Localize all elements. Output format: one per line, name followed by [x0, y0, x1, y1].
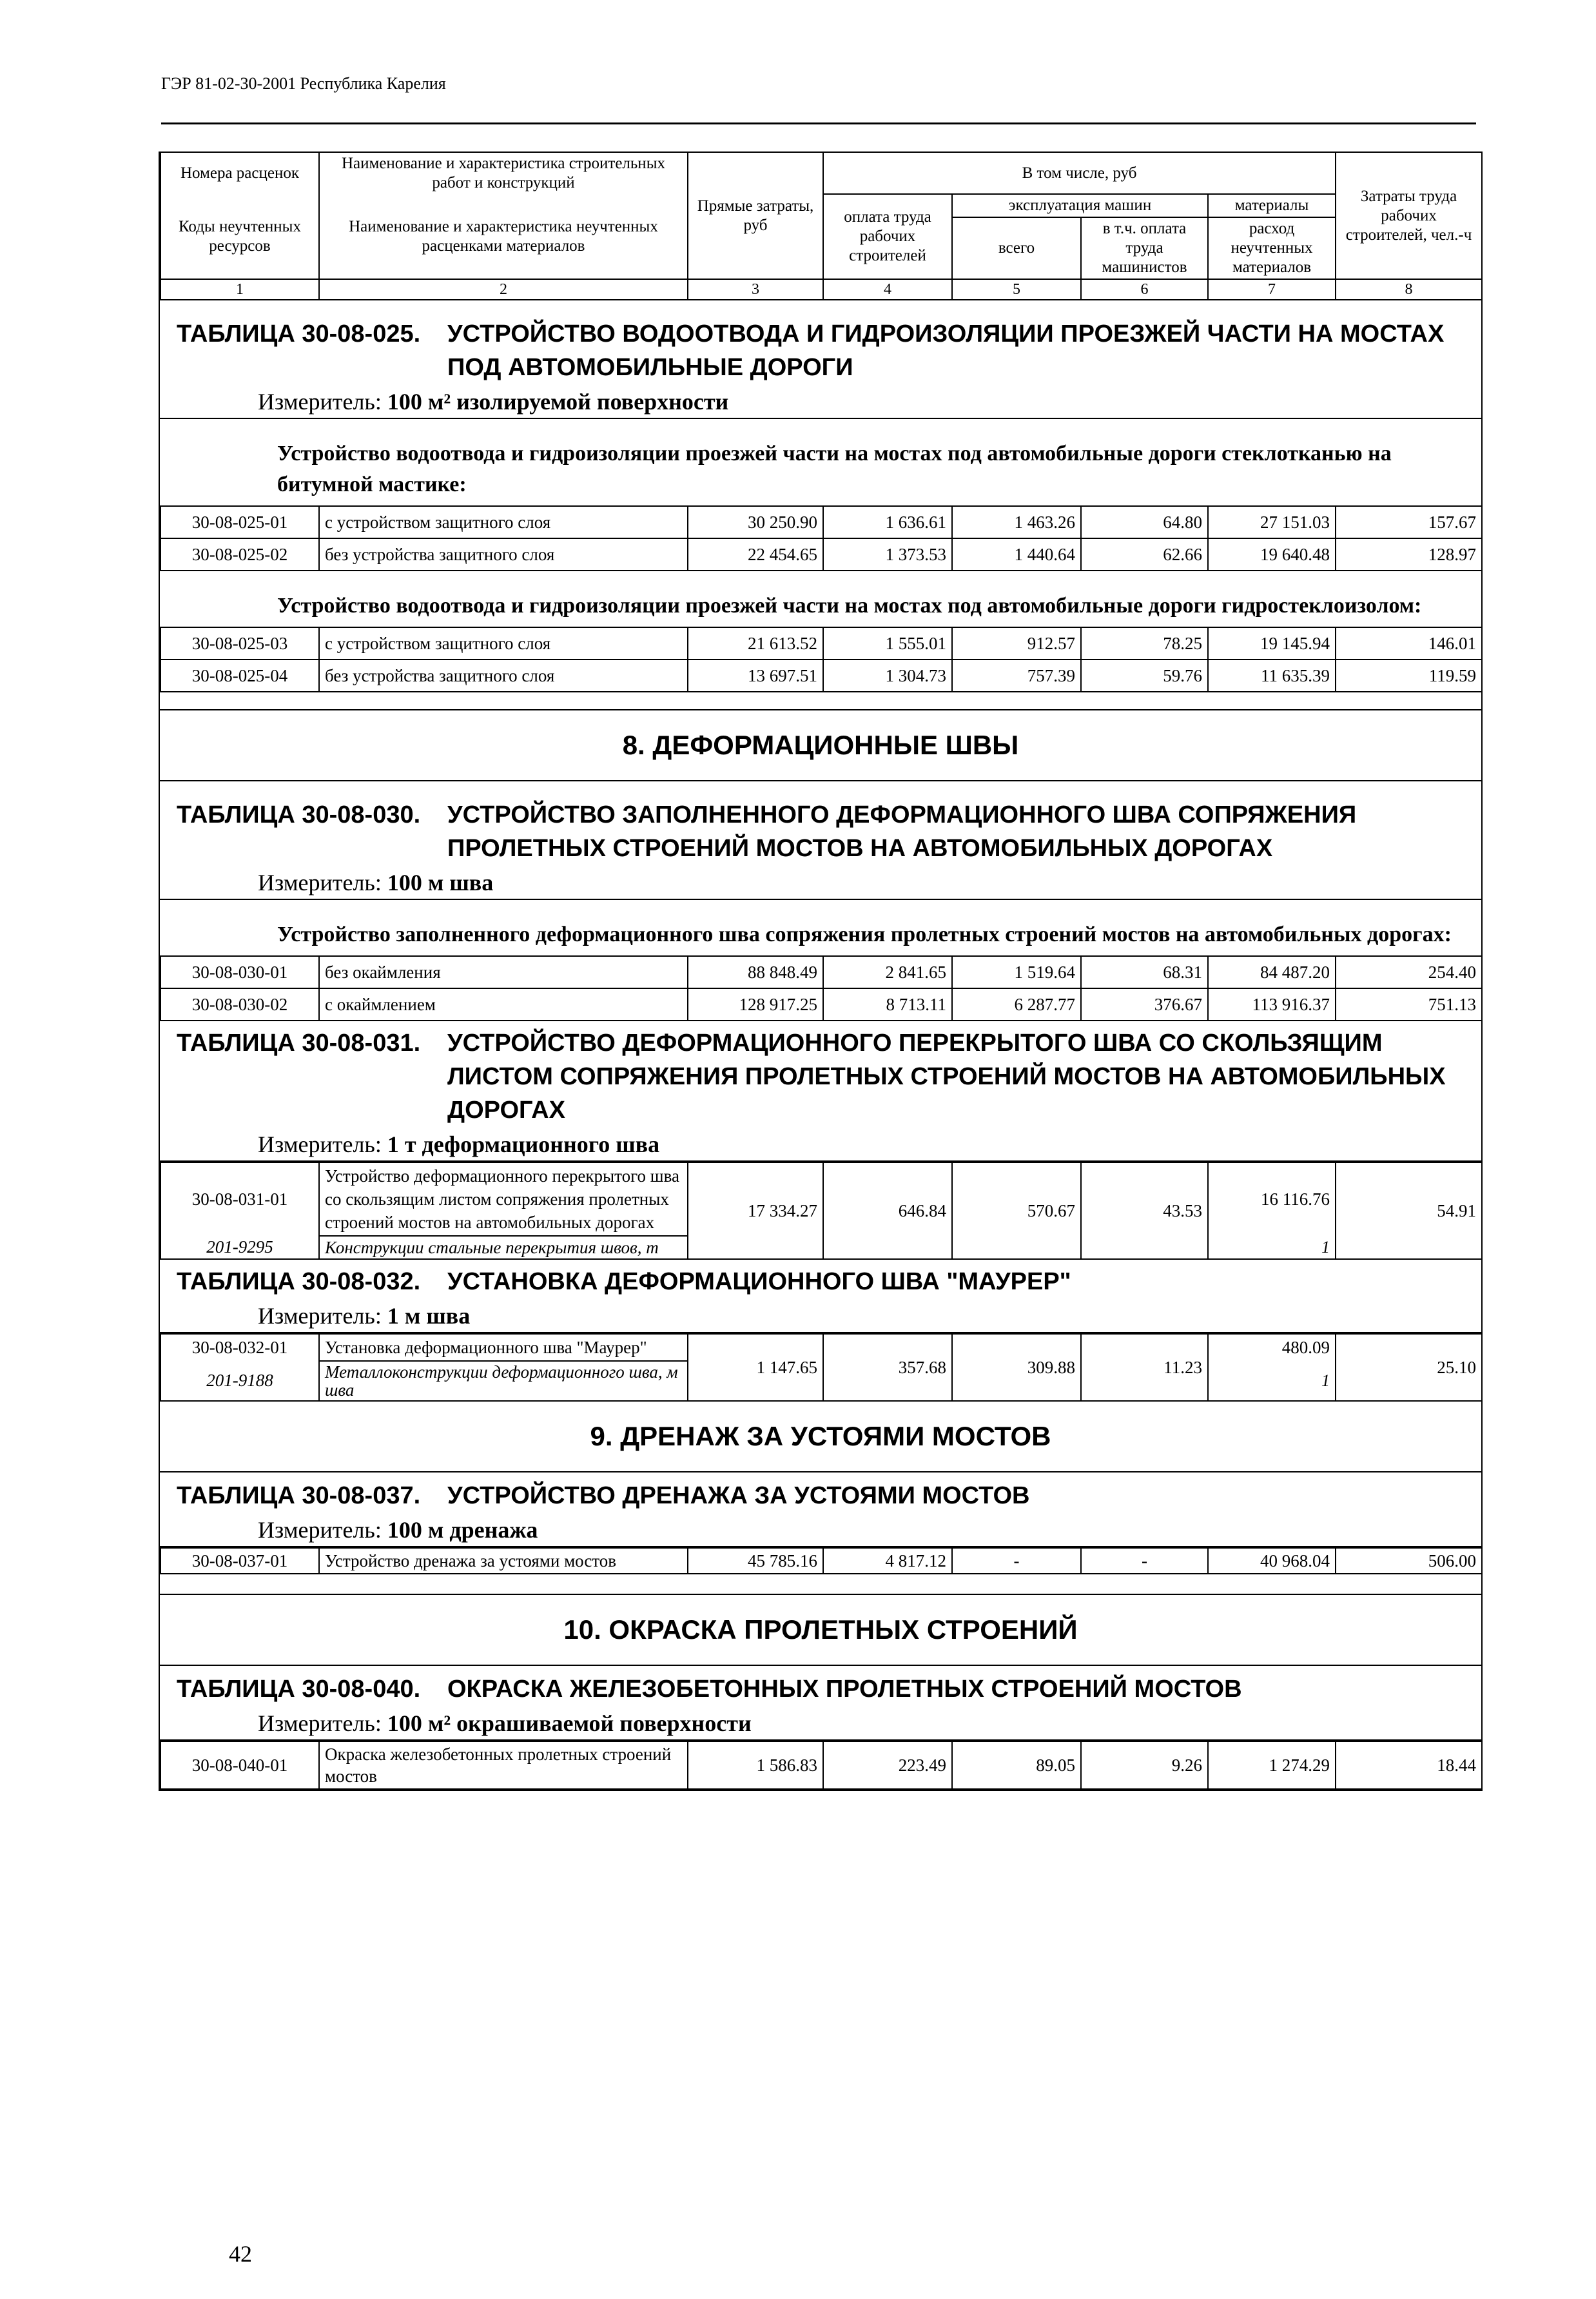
table-title-032: [160, 1260, 1481, 1298]
data-table: [160, 505, 1483, 571]
resource-code: 201-9295: [161, 1236, 319, 1259]
material-name: Конструкции стальные перекрытия швов, т: [319, 1236, 688, 1259]
machinist-pay: 43.53: [1081, 1162, 1208, 1259]
col-number: 8: [1336, 279, 1482, 300]
data-table: [160, 1333, 1483, 1402]
col-number: 1: [161, 279, 319, 300]
worker-pay: 2 841.65: [823, 956, 952, 988]
rate-code: 30-08-025-01: [161, 506, 319, 538]
work-name: Устройство деформационного перекрытого шва со скользящим листом сопряжения пролетных строений мостов на автомобильных дорогах: [319, 1162, 688, 1236]
direct-costs: 88 848.49: [688, 956, 823, 988]
rate-code: 30-08-025-02: [161, 538, 319, 571]
material-usage: 1: [1208, 1236, 1336, 1259]
worker-pay: 1 636.61: [823, 506, 952, 538]
column-header-table: [160, 152, 1483, 300]
materials: 19 145.94: [1208, 627, 1336, 660]
worker-pay: 4 817.12: [823, 1548, 952, 1574]
materials: 1 274.29: [1208, 1741, 1336, 1789]
materials: 19 640.48: [1208, 538, 1336, 571]
machinist-pay: 59.76: [1081, 660, 1208, 692]
measure-line: [160, 1127, 1481, 1162]
measure-line: [160, 1512, 1481, 1547]
direct-costs: 1 147.65: [688, 1334, 823, 1401]
measure-unit: 100 м шва: [387, 870, 494, 895]
machinist-pay: 11.23: [1081, 1334, 1208, 1401]
labor-hours: 119.59: [1336, 660, 1482, 692]
col-number: 3: [688, 279, 823, 300]
labor-hours: 254.40: [1336, 956, 1482, 988]
measure-line: [160, 865, 1481, 900]
measure-label: Измеритель:: [258, 389, 382, 415]
work-name: Установка деформационного шва "Маурер": [319, 1334, 688, 1361]
section-heading-10: 10. ОКРАСКА ПРОЛЕТНЫХ СТРОЕНИЙ: [160, 1594, 1481, 1666]
materials: 16 116.76: [1208, 1162, 1336, 1236]
machinist-pay: -: [1081, 1548, 1208, 1574]
direct-costs: 30 250.90: [688, 506, 823, 538]
page-number: 42: [229, 2241, 252, 2267]
worker-pay: 357.68: [823, 1334, 952, 1401]
machinist-pay: 9.26: [1081, 1741, 1208, 1789]
measure-line: [160, 1706, 1481, 1741]
table-title-031: [160, 1021, 1481, 1127]
materials: 27 151.03: [1208, 506, 1336, 538]
rate-code: 30-08-031-01: [161, 1162, 319, 1236]
document-sheet: [159, 152, 1483, 1791]
table-heading: УСТАНОВКА ДЕФОРМАЦИОННОГО ШВА "МАУРЕР": [447, 1268, 1071, 1295]
table-title-037: [160, 1472, 1481, 1512]
measure-label: Измеритель:: [258, 1517, 382, 1543]
col-header-resource-codes: Коды неучтенных ресурсов: [161, 194, 319, 279]
labor-hours: 54.91: [1336, 1162, 1482, 1259]
machinist-pay: 64.80: [1081, 506, 1208, 538]
col-header-direct-costs: Прямые затраты, руб: [688, 152, 823, 279]
col-header-worker-pay: оплата труда рабочих строителей: [823, 194, 952, 279]
machinist-pay: 68.31: [1081, 956, 1208, 988]
labor-hours: 506.00: [1336, 1548, 1482, 1574]
table-heading: УСТРОЙСТВО ДЕФОРМАЦИОННОГО ПЕРЕКРЫТОГО ШВА СО СКОЛЬЗЯЩИМ ЛИСТОМ СОПРЯЖЕНИЯ ПРОЛЕТНЫХ СТРОЕНИЙ МОСТОВ НА АВТОМОБИЛЬНЫХ ДОРОГАХ: [447, 1030, 1446, 1124]
col-header-work-name: Наименование и характеристика строительных работ и конструкций: [319, 152, 688, 194]
measure-unit: 100 м² изолируемой поверхности: [387, 389, 729, 415]
machines-total: 1 440.64: [952, 538, 1081, 571]
group-heading: Устройство заполненного деформационного шва сопряжения пролетных строений мостов на автомобильных дорогах:: [277, 923, 1452, 946]
data-table: [160, 955, 1483, 1021]
rate-code: 30-08-040-01: [161, 1741, 319, 1789]
materials: 40 968.04: [1208, 1548, 1336, 1574]
labor-hours: 157.67: [1336, 506, 1482, 538]
table-row: [161, 1548, 1482, 1574]
page-header: ГЭР 81-02-30-2001 Республика Карелия: [161, 74, 446, 93]
header-rule: [161, 122, 1476, 124]
data-table: [160, 627, 1483, 692]
work-name: с устройством защитного слоя: [319, 506, 688, 538]
data-table: [160, 1547, 1483, 1574]
col-number: 6: [1081, 279, 1208, 300]
table-row: [161, 1741, 1482, 1789]
worker-pay: 646.84: [823, 1162, 952, 1259]
table-row: [161, 1334, 1482, 1361]
direct-costs: 21 613.52: [688, 627, 823, 660]
col-header-rate-numbers: Номера расценок: [161, 152, 319, 194]
materials: 84 487.20: [1208, 956, 1336, 988]
measure-line: [160, 1298, 1481, 1333]
table-label: ТАБЛИЦА 30-08-032.: [177, 1268, 421, 1295]
rate-code: 30-08-030-02: [161, 988, 319, 1021]
machines-total: 6 287.77: [952, 988, 1081, 1021]
work-name: без окаймления: [319, 956, 688, 988]
data-table: [160, 1741, 1483, 1790]
measure-label: Измеритель:: [258, 1710, 382, 1736]
machines-total: 757.39: [952, 660, 1081, 692]
labor-hours: 146.01: [1336, 627, 1482, 660]
table-row: [161, 538, 1482, 571]
rate-code: 30-08-032-01: [161, 1334, 319, 1361]
column-number-row: [161, 279, 1482, 300]
measure-unit: 1 т деформационного шва: [387, 1131, 660, 1157]
worker-pay: 1 555.01: [823, 627, 952, 660]
table-label: ТАБЛИЦА 30-08-031.: [177, 1030, 421, 1057]
section-heading-9: 9. ДРЕНАЖ ЗА УСТОЯМИ МОСТОВ: [160, 1402, 1481, 1472]
table-title-025: [160, 300, 1481, 384]
col-header-materials: материалы: [1208, 194, 1336, 217]
table-heading: УСТРОЙСТВО ЗАПОЛНЕННОГО ДЕФОРМАЦИОННОГО ШВА СОПРЯЖЕНИЯ ПРОЛЕТНЫХ СТРОЕНИЙ МОСТОВ НА АВТОМОБИЛЬНЫХ ДОРОГАХ: [447, 801, 1357, 862]
work-name: Устройство дренажа за устоями мостов: [319, 1548, 688, 1574]
measure-label: Измеритель:: [258, 1303, 382, 1329]
labor-hours: 25.10: [1336, 1334, 1482, 1401]
table-row: [161, 627, 1482, 660]
table-row: [161, 988, 1482, 1021]
col-header-machinist-pay: в т.ч. оплата труда машинистов: [1081, 217, 1208, 279]
col-header-material-name: Наименование и характеристика неучтенных расценками материалов: [319, 194, 688, 279]
col-header-labor-hours: Затраты труда рабочих строителей, чел.-ч: [1336, 152, 1482, 279]
machines-total: 89.05: [952, 1741, 1081, 1789]
table-label: ТАБЛИЦА 30-08-040.: [177, 1676, 421, 1703]
group-heading: Устройство водоотвода и гидроизоляции проезжей части на мостах под автомобильные дороги стеклотканью на битумной мастике:: [277, 442, 1392, 496]
table-row: [161, 956, 1482, 988]
direct-costs: 1 586.83: [688, 1741, 823, 1789]
group-heading: Устройство водоотвода и гидроизоляции проезжей части на мостах под автомобильные дороги гидростеклоизолом:: [277, 594, 1422, 618]
col-header-material-usage: расход неучтенных материалов: [1208, 217, 1336, 279]
data-table: [160, 1162, 1483, 1260]
table-title-030: [160, 781, 1481, 865]
measure-line: [160, 384, 1481, 419]
worker-pay: 1 373.53: [823, 538, 952, 571]
materials: 11 635.39: [1208, 660, 1336, 692]
machinist-pay: 376.67: [1081, 988, 1208, 1021]
work-name: без устройства защитного слоя: [319, 538, 688, 571]
machines-total: 570.67: [952, 1162, 1081, 1259]
direct-costs: 13 697.51: [688, 660, 823, 692]
work-name: Окраска железобетонных пролетных строений мостов: [319, 1741, 688, 1789]
rate-code: 30-08-025-03: [161, 627, 319, 660]
machines-total: 1 463.26: [952, 506, 1081, 538]
worker-pay: 8 713.11: [823, 988, 952, 1021]
measure-label: Измеритель:: [258, 870, 382, 895]
rate-code: 30-08-025-04: [161, 660, 319, 692]
machines-total: 309.88: [952, 1334, 1081, 1401]
col-header-in-total: В том числе, руб: [823, 152, 1336, 194]
table-heading: УСТРОЙСТВО ВОДООТВОДА И ГИДРОИЗОЛЯЦИИ ПРОЕЗЖЕЙ ЧАСТИ НА МОСТАХ ПОД АВТОМОБИЛЬНЫЕ ДОРОГИ: [447, 320, 1445, 381]
work-name: с окаймлением: [319, 988, 688, 1021]
col-number: 2: [319, 279, 688, 300]
measure-label: Измеритель:: [258, 1131, 382, 1157]
worker-pay: 223.49: [823, 1741, 952, 1789]
table-row: [161, 506, 1482, 538]
labor-hours: 18.44: [1336, 1741, 1482, 1789]
material-usage: 1: [1208, 1361, 1336, 1401]
direct-costs: 17 334.27: [688, 1162, 823, 1259]
table-label: ТАБЛИЦА 30-08-030.: [177, 801, 421, 828]
col-number: 7: [1208, 279, 1336, 300]
labor-hours: 128.97: [1336, 538, 1482, 571]
machinist-pay: 62.66: [1081, 538, 1208, 571]
col-header-machines: эксплуатация машин: [952, 194, 1208, 217]
table-row: [161, 660, 1482, 692]
machines-total: 1 519.64: [952, 956, 1081, 988]
rate-code: 30-08-037-01: [161, 1548, 319, 1574]
work-name: с устройством защитного слоя: [319, 627, 688, 660]
table-label: ТАБЛИЦА 30-08-025.: [177, 320, 421, 347]
work-name: без устройства защитного слоя: [319, 660, 688, 692]
machines-total: -: [952, 1548, 1081, 1574]
machinist-pay: 78.25: [1081, 627, 1208, 660]
materials: 113 916.37: [1208, 988, 1336, 1021]
material-name: Металлоконструкции деформационного шва, м шва: [319, 1361, 688, 1401]
resource-code: 201-9188: [161, 1361, 319, 1401]
table-heading: УСТРОЙСТВО ДРЕНАЖА ЗА УСТОЯМИ МОСТОВ: [447, 1482, 1030, 1509]
direct-costs: 128 917.25: [688, 988, 823, 1021]
table-row: [161, 1162, 1482, 1236]
col-number: 4: [823, 279, 952, 300]
col-number: 5: [952, 279, 1081, 300]
measure-unit: 100 м дренажа: [387, 1517, 538, 1543]
table-heading: ОКРАСКА ЖЕЛЕЗОБЕТОННЫХ ПРОЛЕТНЫХ СТРОЕНИЙ МОСТОВ: [447, 1676, 1242, 1703]
materials: 480.09: [1208, 1334, 1336, 1361]
table-title-040: [160, 1666, 1481, 1706]
direct-costs: 45 785.16: [688, 1548, 823, 1574]
measure-unit: 100 м² окрашиваемой поверхности: [387, 1710, 752, 1736]
table-label: ТАБЛИЦА 30-08-037.: [177, 1482, 421, 1509]
section-heading-8: 8. ДЕФОРМАЦИОННЫЕ ШВЫ: [160, 709, 1481, 781]
machines-total: 912.57: [952, 627, 1081, 660]
rate-code: 30-08-030-01: [161, 956, 319, 988]
col-header-machines-total: всего: [952, 217, 1081, 279]
measure-unit: 1 м шва: [387, 1303, 471, 1329]
direct-costs: 22 454.65: [688, 538, 823, 571]
labor-hours: 751.13: [1336, 988, 1482, 1021]
worker-pay: 1 304.73: [823, 660, 952, 692]
